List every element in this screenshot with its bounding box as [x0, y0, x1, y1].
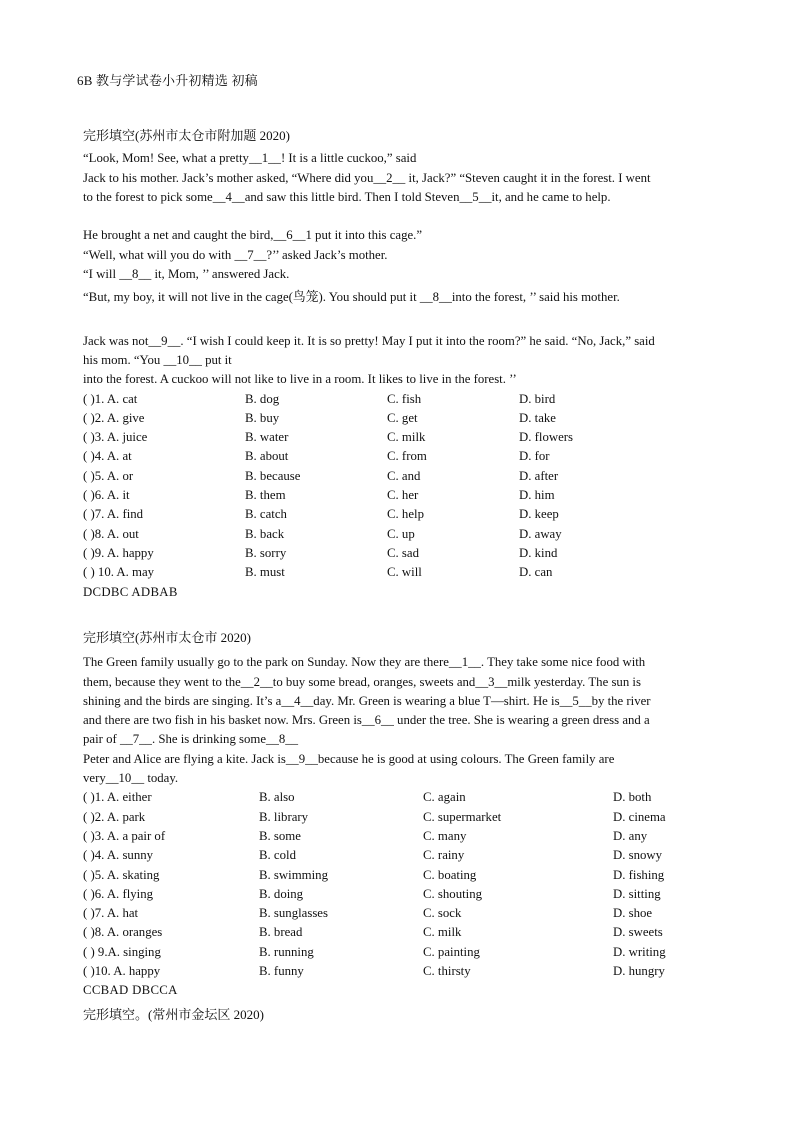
option-c: C. help	[387, 507, 424, 522]
option-c: C. sock	[423, 906, 462, 921]
option-c: C. milk	[423, 925, 462, 940]
section-3-title: 完形填空。(常州市金坛区 2020)	[83, 1006, 264, 1022]
option-b: B. dog	[245, 391, 280, 406]
passage-line: “But, my boy, it will not live in the cage(鸟笼). You should put it __8__into the forest, ’’ said his mother.	[83, 290, 620, 305]
option-number: ( ) 10. A. may	[83, 565, 155, 580]
option-row	[83, 390, 723, 409]
option-row	[83, 904, 723, 923]
passage-line: Jack was not__9__. “I wish I could keep it. It is so pretty! May I put it into the room?” he said. “No, Jack,” said	[83, 333, 655, 348]
option-d: D. can	[519, 565, 553, 580]
option-b: B. must	[245, 565, 285, 580]
document-header: 6B 教与学试卷小升初精选 初稿	[77, 73, 258, 88]
option-row	[83, 563, 723, 582]
option-d: D. keep	[519, 507, 559, 522]
option-number: ( )9. A. happy	[83, 545, 154, 560]
option-number: ( )2. A. give	[83, 410, 145, 425]
section-1	[83, 126, 723, 602]
option-b: B. because	[245, 468, 301, 483]
option-number: ( )8. A. oranges	[83, 925, 163, 940]
option-b: B. about	[245, 449, 289, 464]
option-number: ( )5. A. skating	[83, 867, 160, 882]
option-number: ( )7. A. hat	[83, 906, 139, 921]
option-d: D. snowy	[613, 848, 663, 863]
option-number: ( )10. A. happy	[83, 964, 161, 979]
option-number: ( )7. A. find	[83, 507, 144, 522]
option-c: C. sad	[387, 545, 419, 560]
option-number: ( )4. A. sunny	[83, 848, 154, 863]
option-number: ( )5. A. or	[83, 468, 134, 483]
option-b: B. sunglasses	[259, 906, 328, 921]
option-d: D. bird	[519, 391, 556, 406]
option-row	[83, 885, 723, 904]
passage-line: into the forest. A cuckoo will not like to live in a room. It likes to live in the forest. ’’	[83, 372, 517, 387]
option-c: C. up	[387, 526, 415, 541]
option-number: ( )2. A. park	[83, 809, 146, 824]
option-d: D. writing	[613, 944, 666, 959]
option-c: C. supermarket	[423, 809, 502, 824]
passage-line: them, because they went to the__2__to buy some bread, oranges, sweets and__3__milk yesterday. The sun is	[83, 674, 641, 689]
section-1-options	[83, 390, 723, 583]
option-b: B. library	[259, 809, 309, 824]
section-2	[83, 628, 723, 1024]
passage-line: Jack to his mother. Jack’s mother asked, “Where did you__2__ it, Jack?” “Steven caught it in the forest. I went	[83, 170, 651, 185]
option-c: C. and	[387, 468, 421, 483]
option-c: C. thirsty	[423, 964, 471, 979]
option-number: ( )3. A. a pair of	[83, 828, 166, 843]
option-d: D. flowers	[519, 430, 574, 445]
option-d: D. after	[519, 468, 559, 483]
option-number: ( )1. A. either	[83, 790, 152, 805]
option-number: ( )3. A. juice	[83, 430, 148, 445]
option-b: B. catch	[245, 507, 287, 522]
option-d: D. for	[519, 449, 550, 464]
option-b: B. back	[245, 526, 285, 541]
option-row	[83, 486, 723, 505]
option-d: D. sitting	[613, 886, 661, 901]
option-d: D. him	[519, 488, 555, 503]
option-d: D. kind	[519, 545, 558, 560]
passage-line: very__10__ today.	[83, 771, 179, 786]
option-c: C. her	[387, 488, 419, 503]
option-row	[83, 525, 723, 544]
passage-line: “Well, what will you do with __7__?’’ asked Jack’s mother.	[83, 247, 388, 262]
passage-line: Peter and Alice are flying a kite. Jack is__9__because he is good at using colours. The Green family are	[83, 751, 615, 766]
option-c: C. milk	[387, 430, 426, 445]
option-d: D. both	[613, 790, 652, 805]
passage-line: to the forest to pick some__4__and saw this little bird. Then I told Steven__5__it, and he came to help.	[83, 189, 611, 204]
option-row	[83, 447, 723, 466]
option-d: D. sweets	[613, 925, 663, 940]
option-row	[83, 827, 723, 846]
passage-line: shining and the birds are singing. It’s a__4__day. Mr. Green is wearing a blue T—shirt. He is__5__by the river	[83, 693, 651, 708]
option-c: C. will	[387, 565, 422, 580]
option-number: ( )6. A. it	[83, 488, 130, 503]
option-row	[83, 409, 723, 428]
option-b: B. swimming	[259, 867, 328, 882]
passage-line: The Green family usually go to the park on Sunday. Now they are there__1__. They take some nice food with	[83, 655, 646, 670]
option-d: D. hungry	[613, 964, 665, 979]
passage-line: his mom. “You __10__ put it	[83, 352, 232, 367]
option-b: B. some	[259, 828, 301, 843]
option-b: B. water	[245, 430, 289, 445]
option-b: B. sorry	[245, 545, 287, 560]
option-row	[83, 544, 723, 563]
option-row	[83, 467, 723, 486]
option-b: B. running	[259, 944, 314, 959]
passage-line: “I will __8__ it, Mom, ’’ answered Jack.	[83, 267, 290, 282]
option-number: ( )4. A. at	[83, 449, 132, 464]
option-row	[83, 808, 723, 827]
option-row	[83, 943, 723, 962]
option-c: C. painting	[423, 944, 480, 959]
passage-line: He brought a net and caught the bird,__6__1 put it into this cage.”	[83, 228, 423, 243]
option-c: C. fish	[387, 391, 422, 406]
option-row	[83, 866, 723, 885]
option-b: B. them	[245, 488, 286, 503]
option-d: D. away	[519, 526, 562, 541]
option-d: D. cinema	[613, 809, 666, 824]
option-c: C. again	[423, 790, 466, 805]
option-number: ( )1. A. cat	[83, 391, 138, 406]
option-row	[83, 788, 723, 807]
option-b: B. bread	[259, 925, 303, 940]
option-c: C. boating	[423, 867, 477, 882]
section-2-answers: CCBAD DBCCA	[83, 983, 178, 998]
option-number: ( )8. A. out	[83, 526, 139, 541]
option-number: ( ) 9.A. singing	[83, 944, 161, 959]
option-b: B. buy	[245, 410, 280, 425]
passage-line: “Look, Mom! See, what a pretty__1__! It is a little cuckoo,” said	[83, 151, 417, 166]
option-b: B. funny	[259, 964, 304, 979]
option-c: C. rainy	[423, 848, 465, 863]
option-b: B. also	[259, 790, 295, 805]
option-row	[83, 505, 723, 524]
option-d: D. shoe	[613, 906, 653, 921]
option-d: D. take	[519, 410, 556, 425]
option-c: C. from	[387, 449, 427, 464]
option-number: ( )6. A. flying	[83, 886, 154, 901]
passage-line: and there are two fish in his basket now. Mrs. Green is__6__ under the tree. She is wearing a green dress and a	[83, 713, 650, 728]
option-b: B. cold	[259, 848, 296, 863]
option-row	[83, 962, 723, 981]
option-row	[83, 923, 723, 942]
option-row	[83, 428, 723, 447]
option-d: D. any	[613, 828, 648, 843]
option-c: C. shouting	[423, 886, 483, 901]
section-1-answers: DCDBC ADBAB	[83, 584, 178, 599]
option-c: C. get	[387, 410, 418, 425]
section-2-title: 完形填空(苏州市太仓市 2020)	[83, 630, 251, 645]
option-c: C. many	[423, 828, 467, 843]
option-b: B. doing	[259, 886, 304, 901]
option-d: D. fishing	[613, 867, 665, 882]
section-1-title: 完形填空(苏州市太仓市附加题 2020)	[83, 128, 290, 143]
passage-line: pair of __7__. She is drinking some__8__	[83, 732, 299, 747]
section-2-options	[83, 788, 723, 981]
option-row	[83, 846, 723, 865]
